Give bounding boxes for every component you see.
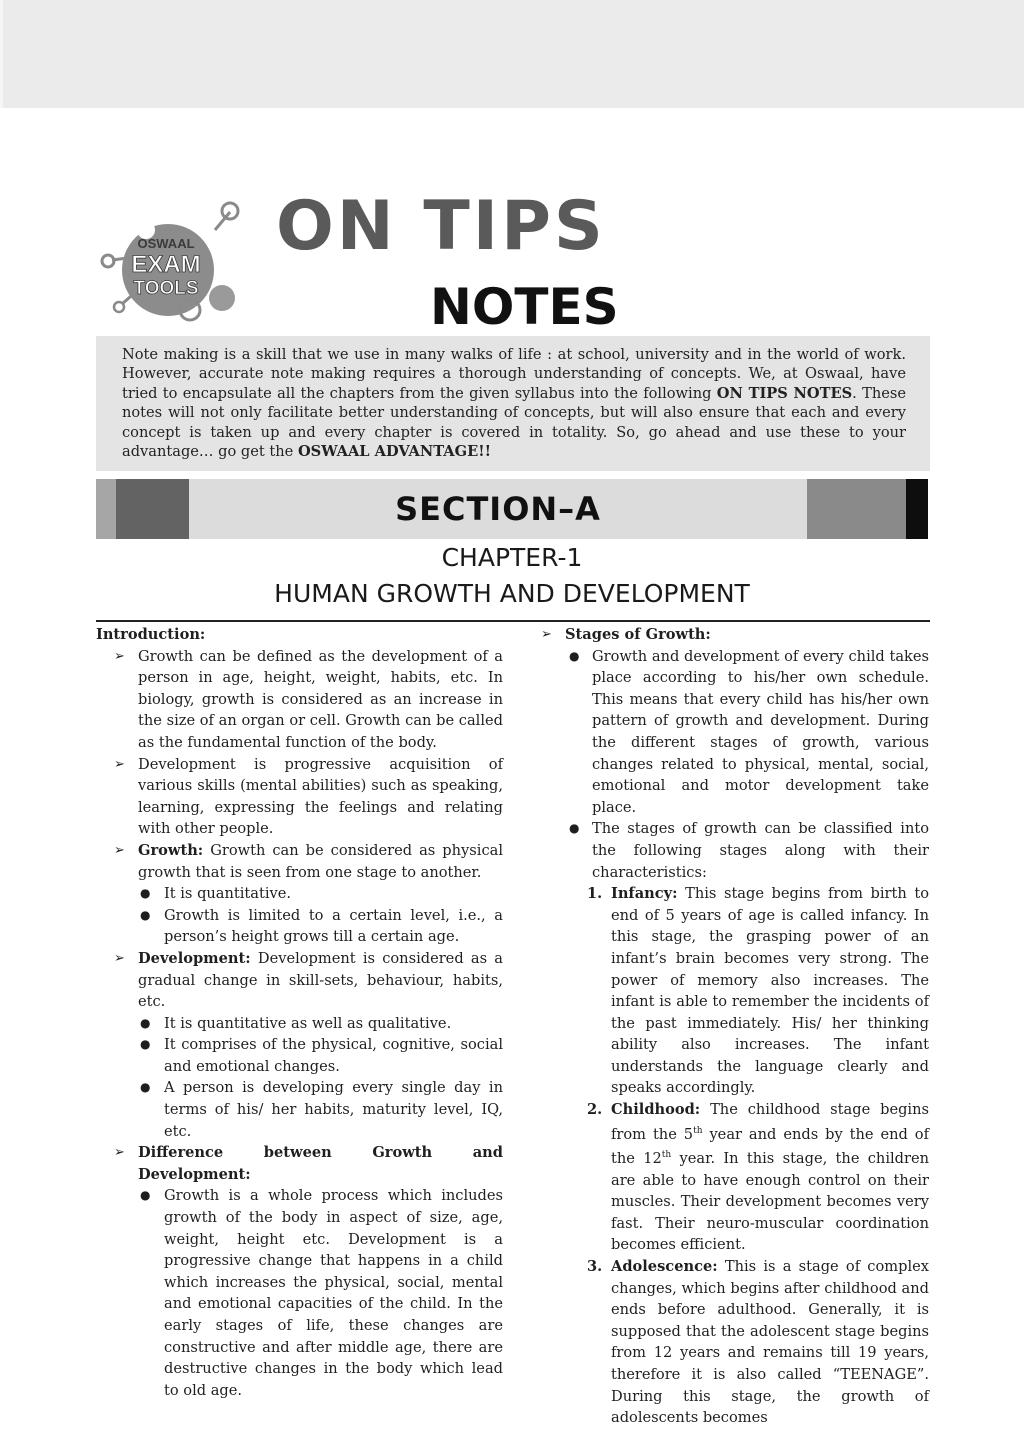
heading-on-tips: ON TIPS [276, 187, 606, 266]
dot-bullet-icon: ● [569, 821, 580, 836]
list-item: ● A person is developing every single day in terms of his/ her habits, maturity level, IQ, etc. [140, 1079, 503, 1140]
chapter-number: CHAPTER-1 [441, 543, 583, 572]
dot-bullet-icon: ● [140, 1037, 151, 1052]
arrow-bullet-icon: ➢ [114, 756, 125, 772]
logo-text-line2: EXAM [131, 251, 201, 278]
dot-bullet-icon: ● [140, 1188, 151, 1203]
list-item: ➢ Difference between Growth and Development: [114, 1144, 503, 1183]
right-column [538, 624, 929, 1429]
chapter-title: HUMAN GROWTH AND DEVELOPMENT [274, 579, 750, 608]
list-item: ➢ Growth can be defined as the development of a person in age, height, weight, habits, etc. In biology, growth is considered as an increase in the size of an organ or cell. Growth can be called as the fundamental function of the body. [114, 647, 503, 751]
list-item: ➢ Development: Development is considered as a gradual change in skill-sets, behaviour, habits, etc. [114, 949, 503, 1011]
list-item: 3. Adolescence: This is a stage of complex changes, which begins after childhood and ends before adulthood. Generally, it is supposed that the adolescent stage begins from 12 years and remains till 19 years, therefore it is also called “TEENAGE”. During this stage, the growth of adolescents becomes [587, 1257, 929, 1427]
list-item: ➢ Growth: Growth can be considered as physical growth that is seen from one stage to another. [114, 841, 503, 881]
intro-bold-on-tips-notes: ON TIPS NOTES [716, 384, 853, 402]
section-title: SECTION–A [395, 490, 601, 528]
dot-bullet-icon: ● [140, 1015, 151, 1030]
list-item: ● The stages of growth can be classified into the following stages along with their characteristics: [569, 820, 929, 881]
logo-text-line3: TOOLS [133, 278, 199, 299]
intro-bold-oswaal-advantage: OSWAAL ADVANTAGE!! [297, 443, 492, 461]
arrow-bullet-icon: ➢ [114, 950, 125, 966]
list-item: ● It comprises of the physical, cognitive, social and emotional changes. [140, 1036, 503, 1075]
dot-bullet-icon: ● [569, 648, 580, 663]
list-item: 1. Infancy: This stage begins from birth to end of 5 years of age is called infancy. In this stage, the grasping power of an infant’s brain becomes very strong. The power of memory also increases. The infant is able to remember the incidents of the past immediately. His/ her thinking ability also increases. The infant understands the language clearly and speaks accordingly. [587, 885, 929, 1097]
arrow-bullet-icon: ➢ [114, 842, 125, 858]
list-item: ● It is quantitative. [96, 883, 503, 905]
introduction-label: Introduction: [96, 626, 206, 643]
top-margin-band [0, 0, 1024, 108]
arrow-bullet-icon: ➢ [114, 648, 125, 664]
list-item: ● Growth and development of every child takes place according to his/her own schedule. This means that every child has his/her own pattern of growth and development. During the different stages of growth, various changes related to physical, mental, social, emotional and motor development take place. [569, 647, 929, 816]
oswaal-exam-tools-logo [100, 200, 245, 325]
left-column [96, 624, 503, 1401]
heading-notes: NOTES [430, 278, 619, 336]
chapter-rule [96, 620, 930, 622]
logo-text-line1: OSWAAL [137, 236, 195, 251]
list-item: ● Growth is a whole process which includes growth of the body in aspect of size, age, weight, height etc. Development is a progressive change that happens in a child which increases the physical, social, mental and emotional capacities of the child. In the early stages of life, these changes are constructive and after middle age, there are destructive changes in the body which lead to old age. [140, 1187, 503, 1399]
list-item: ● Growth is limited to a certain level, i.e., a person’s height grows till a certain age. [140, 906, 503, 946]
list-item: 2. Childhood: The childhood stage begins from the 5th year and ends by the end of the 12th year. In this stage, the children are able to have enough control on their muscles. Their development becomes very fast. Their neuro-muscular coordination becomes efficient. [587, 1101, 930, 1254]
section-banner [96, 479, 928, 539]
intro-paragraph: Note making is a skill that we use in many walks of life : at school, university and in the world of work. However, accurate note making requires a thorough understanding of concepts. We, at Oswaal, have tried to encapsulate all the chapters from the given syllabus into the following ON TIPS NOTES. These notes will not only facilitate better understanding of concepts, but will also ensure that each and every concept is taken up and every chapter is covered in totality. So, go ahead and use these to your advantage… go get the OSWAAL ADVANTAGE!! [122, 346, 906, 461]
list-item: ● It is quantitative as well as qualitative. [96, 1013, 503, 1035]
list-item: ➢ Development is progressive acquisition of various skills (mental abilities) such as speaking, learning, expressing the feelings and relating with other people. [114, 755, 503, 838]
dot-bullet-icon: ● [140, 1080, 151, 1095]
arrow-bullet-icon: ➢ [541, 627, 552, 642]
arrow-bullet-icon: ➢ [114, 1145, 125, 1161]
dot-bullet-icon: ● [140, 907, 151, 922]
dot-bullet-icon: ● [140, 886, 151, 901]
list-item: ➢ Stages of Growth: [538, 624, 929, 646]
